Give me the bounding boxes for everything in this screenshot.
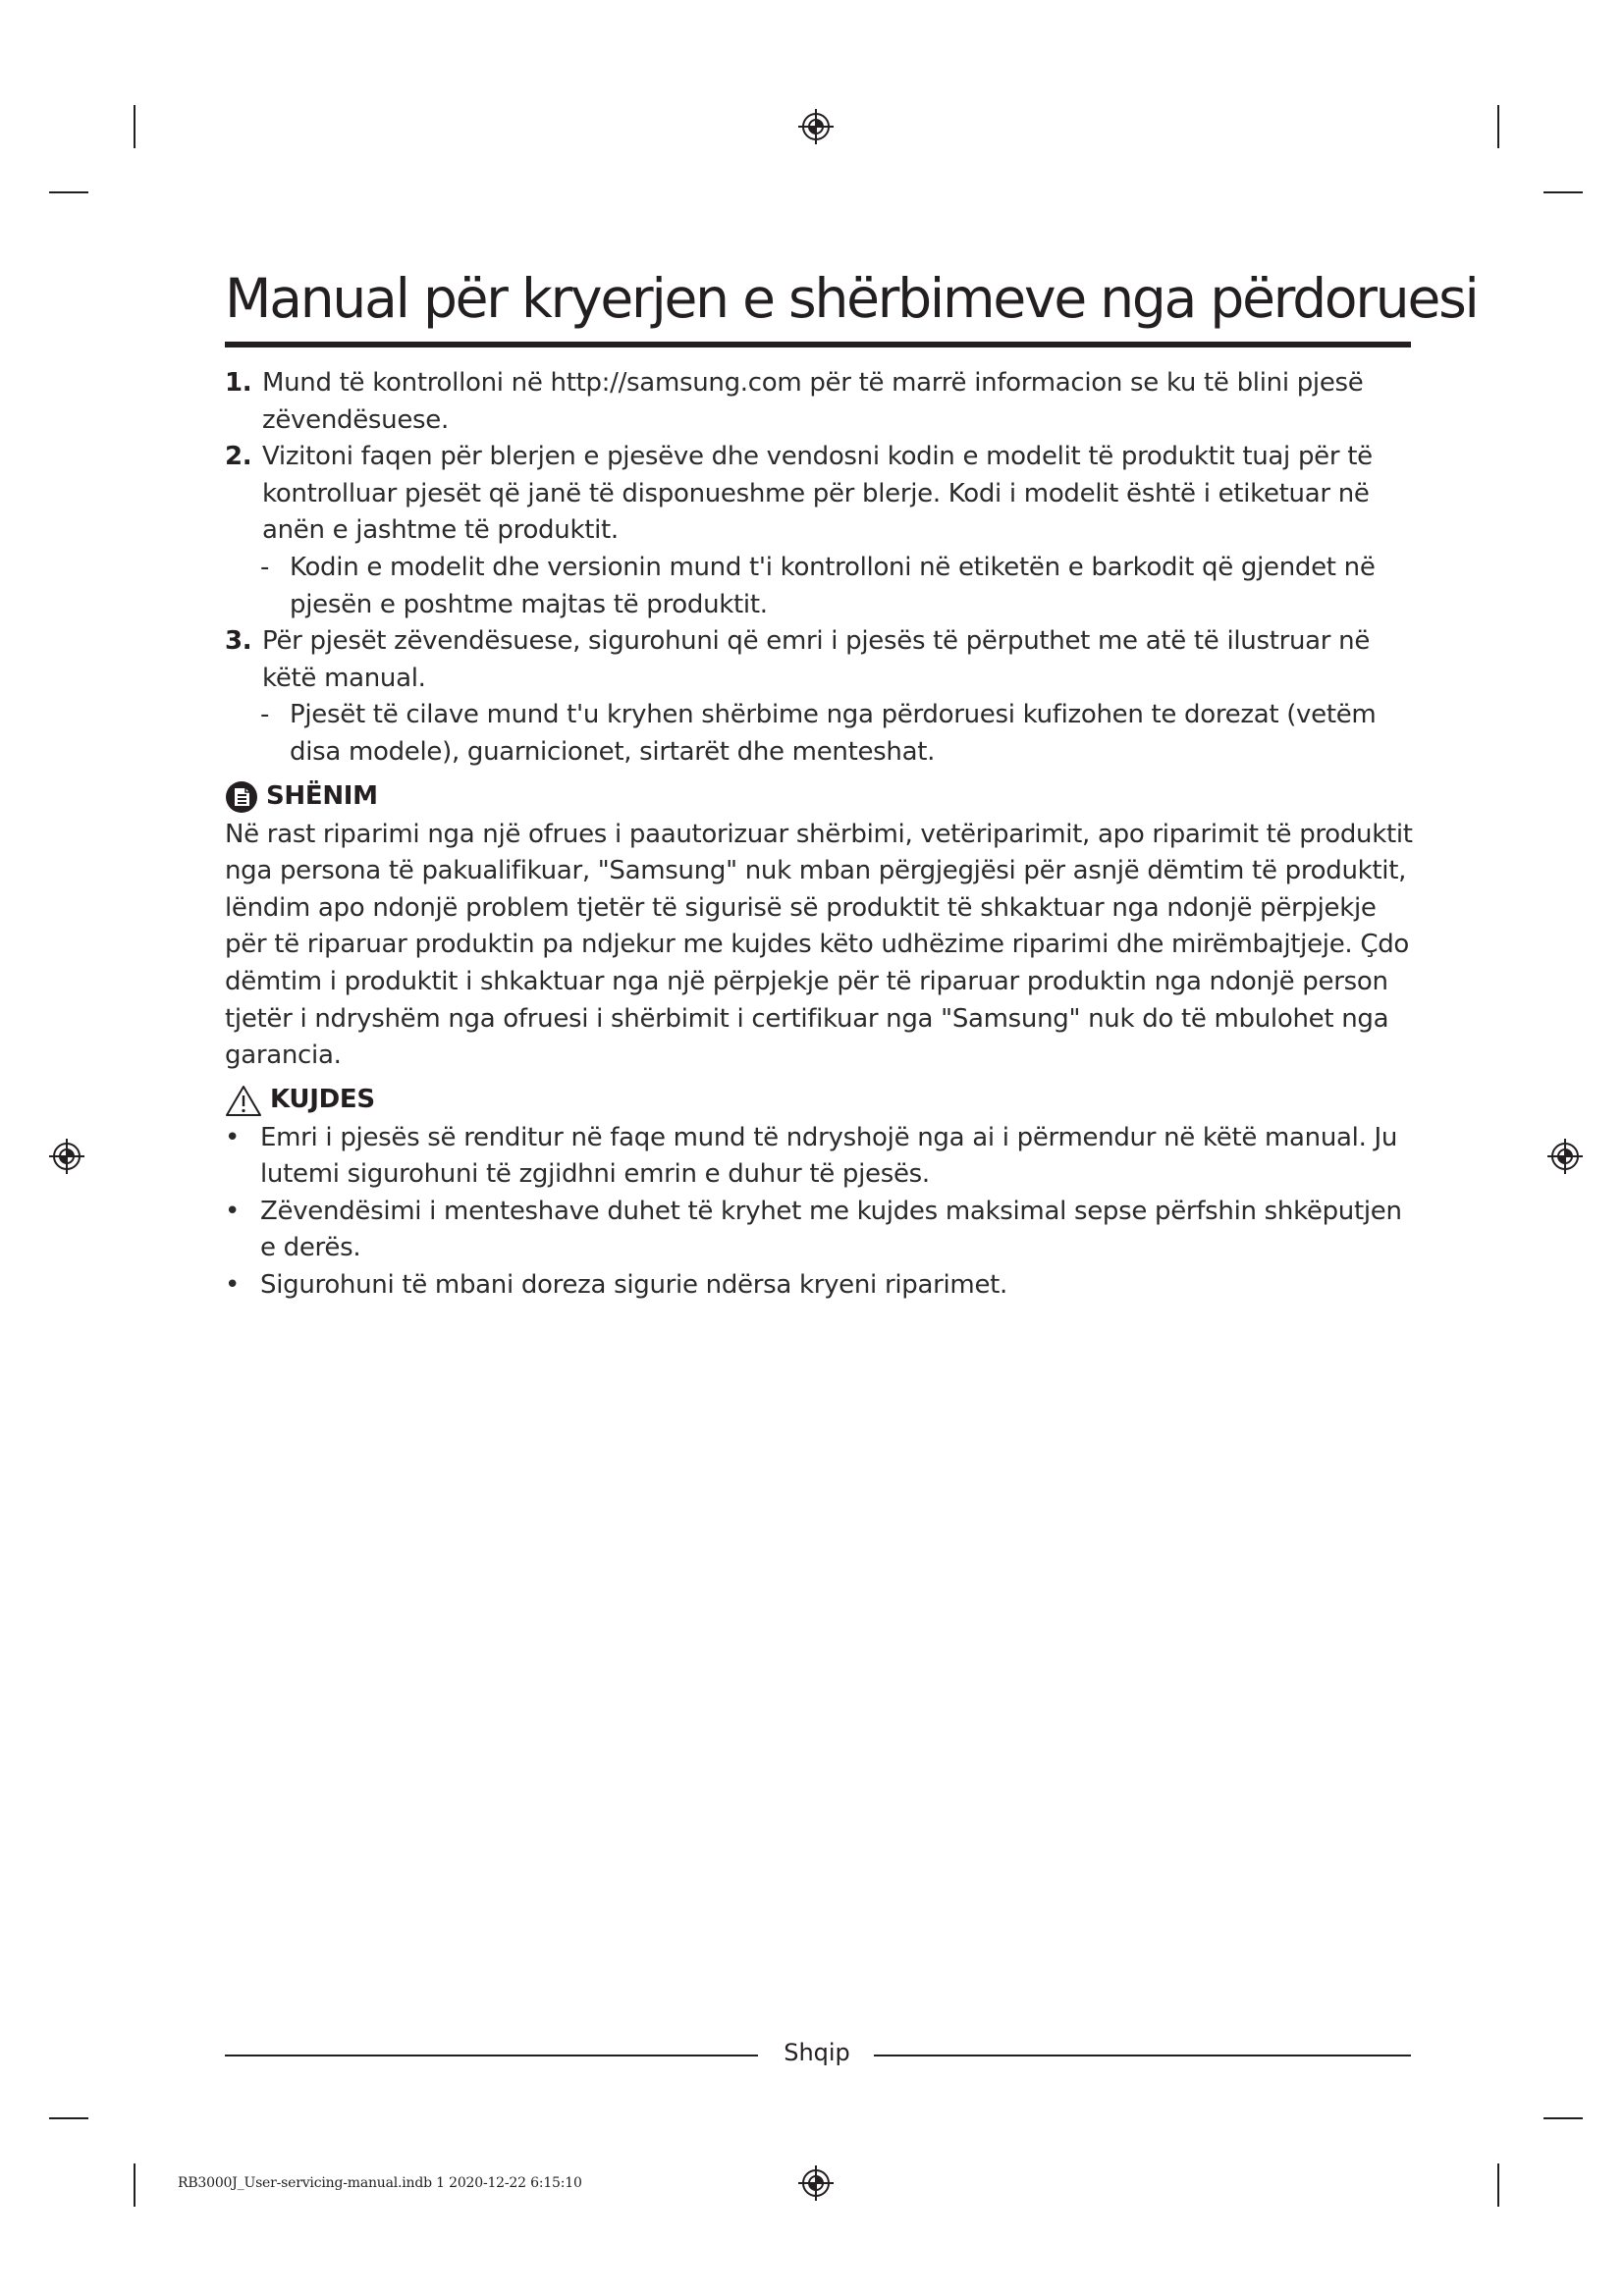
note-heading [225,777,1418,817]
footer-rule-right [874,2055,1411,2056]
registration-mark-icon [798,2165,834,2201]
crop-mark [1497,105,1499,148]
crop-mark [134,105,135,148]
step-number: 1. [225,368,252,398]
slug-date: 2020-12-22 [449,2175,526,2191]
step-number: 3. [225,626,252,657]
caution-bullet: • Zëvendësimi i menteshave duhet të kryhet me kujdes maksimal sepse përfshin shkëputjen e derës. [225,1196,1402,1263]
registration-mark-icon [1547,1139,1583,1174]
crop-mark [49,191,88,193]
registration-mark-icon [798,109,834,144]
main-content [225,365,1418,1305]
crop-mark [49,2117,88,2119]
caution-bullet: • Sigurohuni të mbani doreza sigurie ndërsa kryeni riparimet. [225,1270,1007,1301]
title-underline [225,342,1411,347]
step-item [225,623,1418,697]
warning-triangle-icon [225,1084,262,1117]
caution-bullet: • Emri i pjesës së renditur në faqe mund të ndryshojë nga ai i përmendur në këtë manual. Ju lutemi sigurohuni të zgjidhni emrin e duhur të pjesës. [225,1122,1398,1190]
step-text: Mund të kontrolloni në http://samsung.com për të marrë informacion se ku të blini pjesë zëvendësuese. [262,368,1364,435]
step-subitem: - Pjesët të cilave mund t'u kryhen shërbime nga përdoruesi kufizohen te dorezat (vetëm disa modele), guarnicionet, sirtarët dhe menteshat. [260,700,1377,767]
step-subitem-text: Pjesët të cilave mund t'u kryhen shërbime nga përdoruesi kufizohen te dorezat (vetëm disa modele), guarnicionet, sirtarët dhe menteshat. [290,700,1377,767]
crop-mark [1543,191,1583,193]
step-text: Vizitoni faqen për blerjen e pjesëve dhe vendosni kodin e modelit të produktit tuaj për të kontrolluar pjesët që janë të disponueshme për blerje. Kodi i modelit është i etiketuar në anën e jashtme të produktit. [262,442,1373,546]
caution-bullet-text: Zëvendësimi i menteshave duhet të kryhet me kujdes maksimal sepse përfshin shkëputjen e derës. [260,1196,1402,1263]
slug-time: 6:15:10 [530,2175,582,2191]
slug-filename: RB3000J_User-servicing-manual.indb 1 [178,2175,445,2191]
step-item [225,439,1418,550]
crop-mark [1543,2117,1583,2119]
note-icon [225,780,258,814]
registration-mark-icon [49,1139,84,1174]
print-slug [178,2175,582,2191]
step-text: Për pjesët zëvendësuese, sigurohuni që emri i pjesës të përputhet me atë të ilustruar në këtë manual. [262,626,1371,693]
note-heading-label: SHËNIM [266,780,378,811]
caution-bullet-text: Emri i pjesës së renditur në faqe mund të ndryshojë nga ai i përmendur në këtë manual. Ju lutemi sigurohuni të zgjidhni emrin e duhur të pjesës. [260,1122,1398,1190]
page-title: Manual për kryerjen e shërbimeve nga përdoruesi [225,267,1478,330]
step-subitem-text: Kodin e modelit dhe versionin mund t'i kontrolloni në etiketën e barkodit që gjendet në pjesën e poshtme majtas të produktit. [290,552,1376,619]
caution-heading-label: KUJDES [270,1084,375,1114]
step-subitem: - Kodin e modelit dhe versionin mund t'i kontrolloni në etiketën e barkodit që gjendet në pjesën e poshtme majtas të produktit. [260,552,1376,619]
crop-mark [1497,2163,1499,2207]
footer-rule-left [225,2055,758,2056]
footer-language: Shqip [784,2039,850,2066]
caution-bullet-text: Sigurohuni të mbani doreza sigurie ndërsa kryeni riparimet. [260,1270,1007,1301]
note-text: Në rast riparimi nga një ofrues i paautorizuar shërbimi, vetëriparimit, apo riparimit të produktit nga persona të pakualifikuar, "Samsung" nuk mban përgjegjësi për asnjë dëmtim të produktit, lëndim apo ndonjë problem tjetër të sigurisë së produktit të shkaktuar nga ndonjë përpjekje për të riparuar produktin pa ndjekur me kujdes këto udhëzime riparimi dhe mirëmbajtjeje. Çdo dëmtim i produktit i shkaktuar nga një përpjekje për të riparuar produktin nga ndonjë person tjetër i ndryshëm nga ofruesi i shërbimit i certifikuar nga "Samsung" nuk do të mbulohet nga garancia. [225,819,1413,1071]
step-item [225,365,1418,439]
caution-heading [225,1081,1418,1120]
step-number: 2. [225,442,252,472]
crop-mark [134,2163,135,2207]
